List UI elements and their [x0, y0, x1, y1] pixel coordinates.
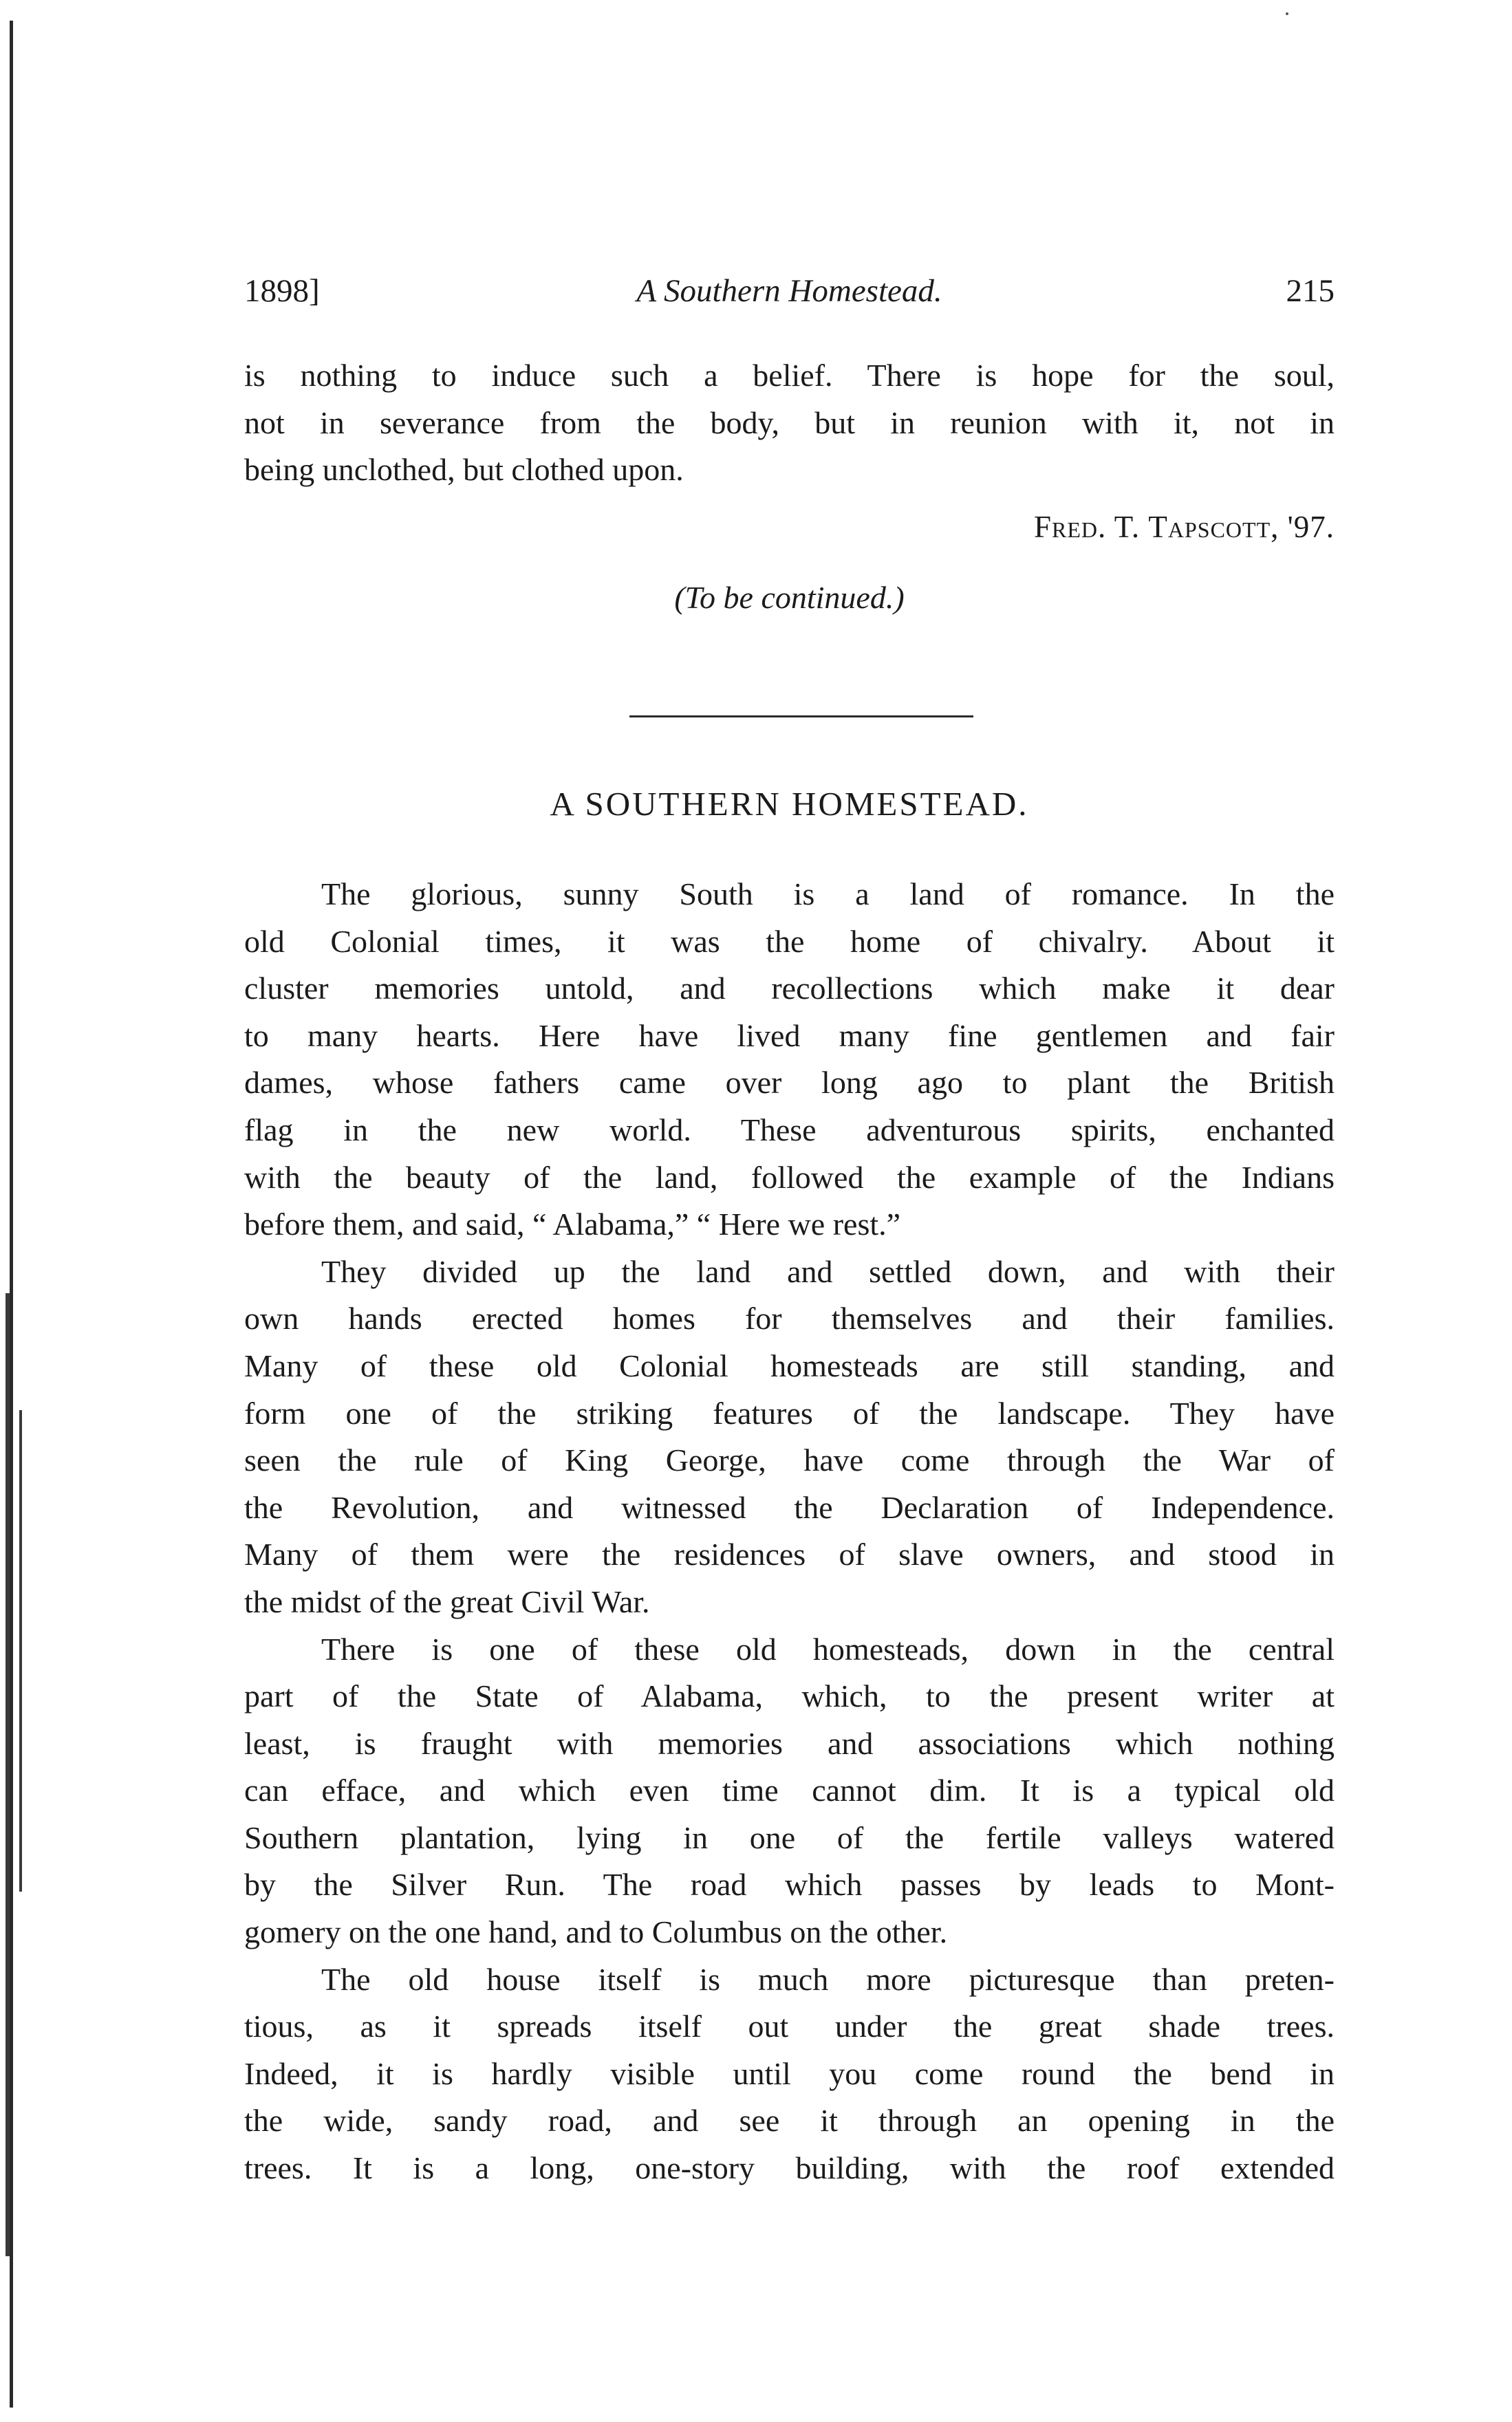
text-line: can efface, and which even time cannot dim. It is a typical old [244, 1773, 1335, 1808]
text-line: old Colonial times, it was the home of chivalry. About it [244, 923, 1335, 959]
author-signature [1034, 509, 1335, 545]
text-line: cluster memories untold, and recollections which make it dear [244, 971, 1335, 1006]
text-line: trees. It is a long, one-story building, with the roof extended [244, 2150, 1335, 2186]
article-title: A SOUTHERN HOMESTEAD. [550, 785, 1029, 823]
text-line: flag in the new world. These adventurous spirits, enchanted [244, 1112, 1335, 1147]
text-line: Many of these old Colonial homesteads are still standing, and [244, 1348, 1335, 1383]
text-line: being unclothed, but clothed upon. [244, 452, 684, 488]
binding-speckle [19, 1410, 22, 1892]
text-line: There is one of these old homesteads, down in the central [321, 1631, 1335, 1667]
text-line: to many hearts. Here have lived many fine gentlemen and fair [244, 1017, 1335, 1053]
text-line: The old house itself is much more picturesque than preten- [321, 1961, 1335, 1997]
text-line: least, is fraught with memories and associations which nothing [244, 1725, 1335, 1761]
page-speck [1286, 12, 1288, 15]
text-line: Southern plantation, lying in one of the fertile valleys watered [244, 1819, 1335, 1855]
binding-edge [0, 0, 30, 2422]
text-line: They divided up the land and settled down, and with their [321, 1253, 1335, 1289]
text-line: Indeed, it is hardly visible until you come round the bend in [244, 2055, 1335, 2091]
page-number: 215 [1286, 273, 1335, 309]
text-line: the Revolution, and witnessed the Declaration of Independence. [244, 1489, 1335, 1525]
continued-note: (To be continued.) [674, 580, 905, 615]
text-line: the midst of the great Civil War. [244, 1583, 650, 1619]
signature-initial: T. [1114, 510, 1141, 544]
text-line: seen the rule of King George, have come through the War of [244, 1442, 1335, 1478]
text-line: part of the State of Alabama, which, to the present writer at [244, 1678, 1335, 1714]
signature-class-year: '97. [1287, 510, 1335, 544]
text-line: The glorious, sunny South is a land of romance. In the [321, 876, 1335, 911]
article-body [244, 871, 1335, 2192]
paragraph [244, 1956, 1335, 2192]
signature-first-name: Fred. [1034, 510, 1107, 544]
text-line: tious, as it spreads itself out under the great shade trees. [244, 2009, 1335, 2044]
paragraph [244, 1626, 1335, 1956]
text-line: not in severance from the body, but in reunion with it, not in [244, 404, 1335, 440]
text-line: before them, and said, “ Alabama,” “ Here we rest.” [244, 1207, 901, 1242]
text-line: dames, whose fathers came over long ago to plant the British [244, 1065, 1335, 1101]
binding-speckle [6, 1293, 10, 2256]
text-line: gomery on the one hand, and to Columbus on the other. [244, 1914, 948, 1950]
signature-last-name: Tapscott, [1148, 510, 1279, 544]
running-head-title: A Southern Homestead. [636, 273, 942, 309]
text-line: by the Silver Run. The road which passes by leads to Mont- [244, 1867, 1335, 1903]
paragraph [244, 871, 1335, 1248]
text-line: is nothing to induce such a belief. There is hope for the soul, [244, 358, 1335, 393]
text-line: form one of the striking features of the landscape. They have [244, 1395, 1335, 1431]
text-line: Many of them were the residences of slave owners, and stood in [244, 1537, 1335, 1572]
section-divider [629, 715, 973, 717]
previous-article-ending [244, 352, 1335, 494]
text-line: own hands erected homes for themselves and their families. [244, 1301, 1335, 1337]
text-line: with the beauty of the land, followed the example of the Indians [244, 1159, 1335, 1195]
paragraph [244, 1248, 1335, 1626]
running-head-year: 1898] [244, 273, 320, 309]
running-head [244, 272, 1335, 322]
binding-shadow-line [10, 21, 13, 2408]
text-line: the wide, sandy road, and see it through an opening in the [244, 2103, 1335, 2139]
